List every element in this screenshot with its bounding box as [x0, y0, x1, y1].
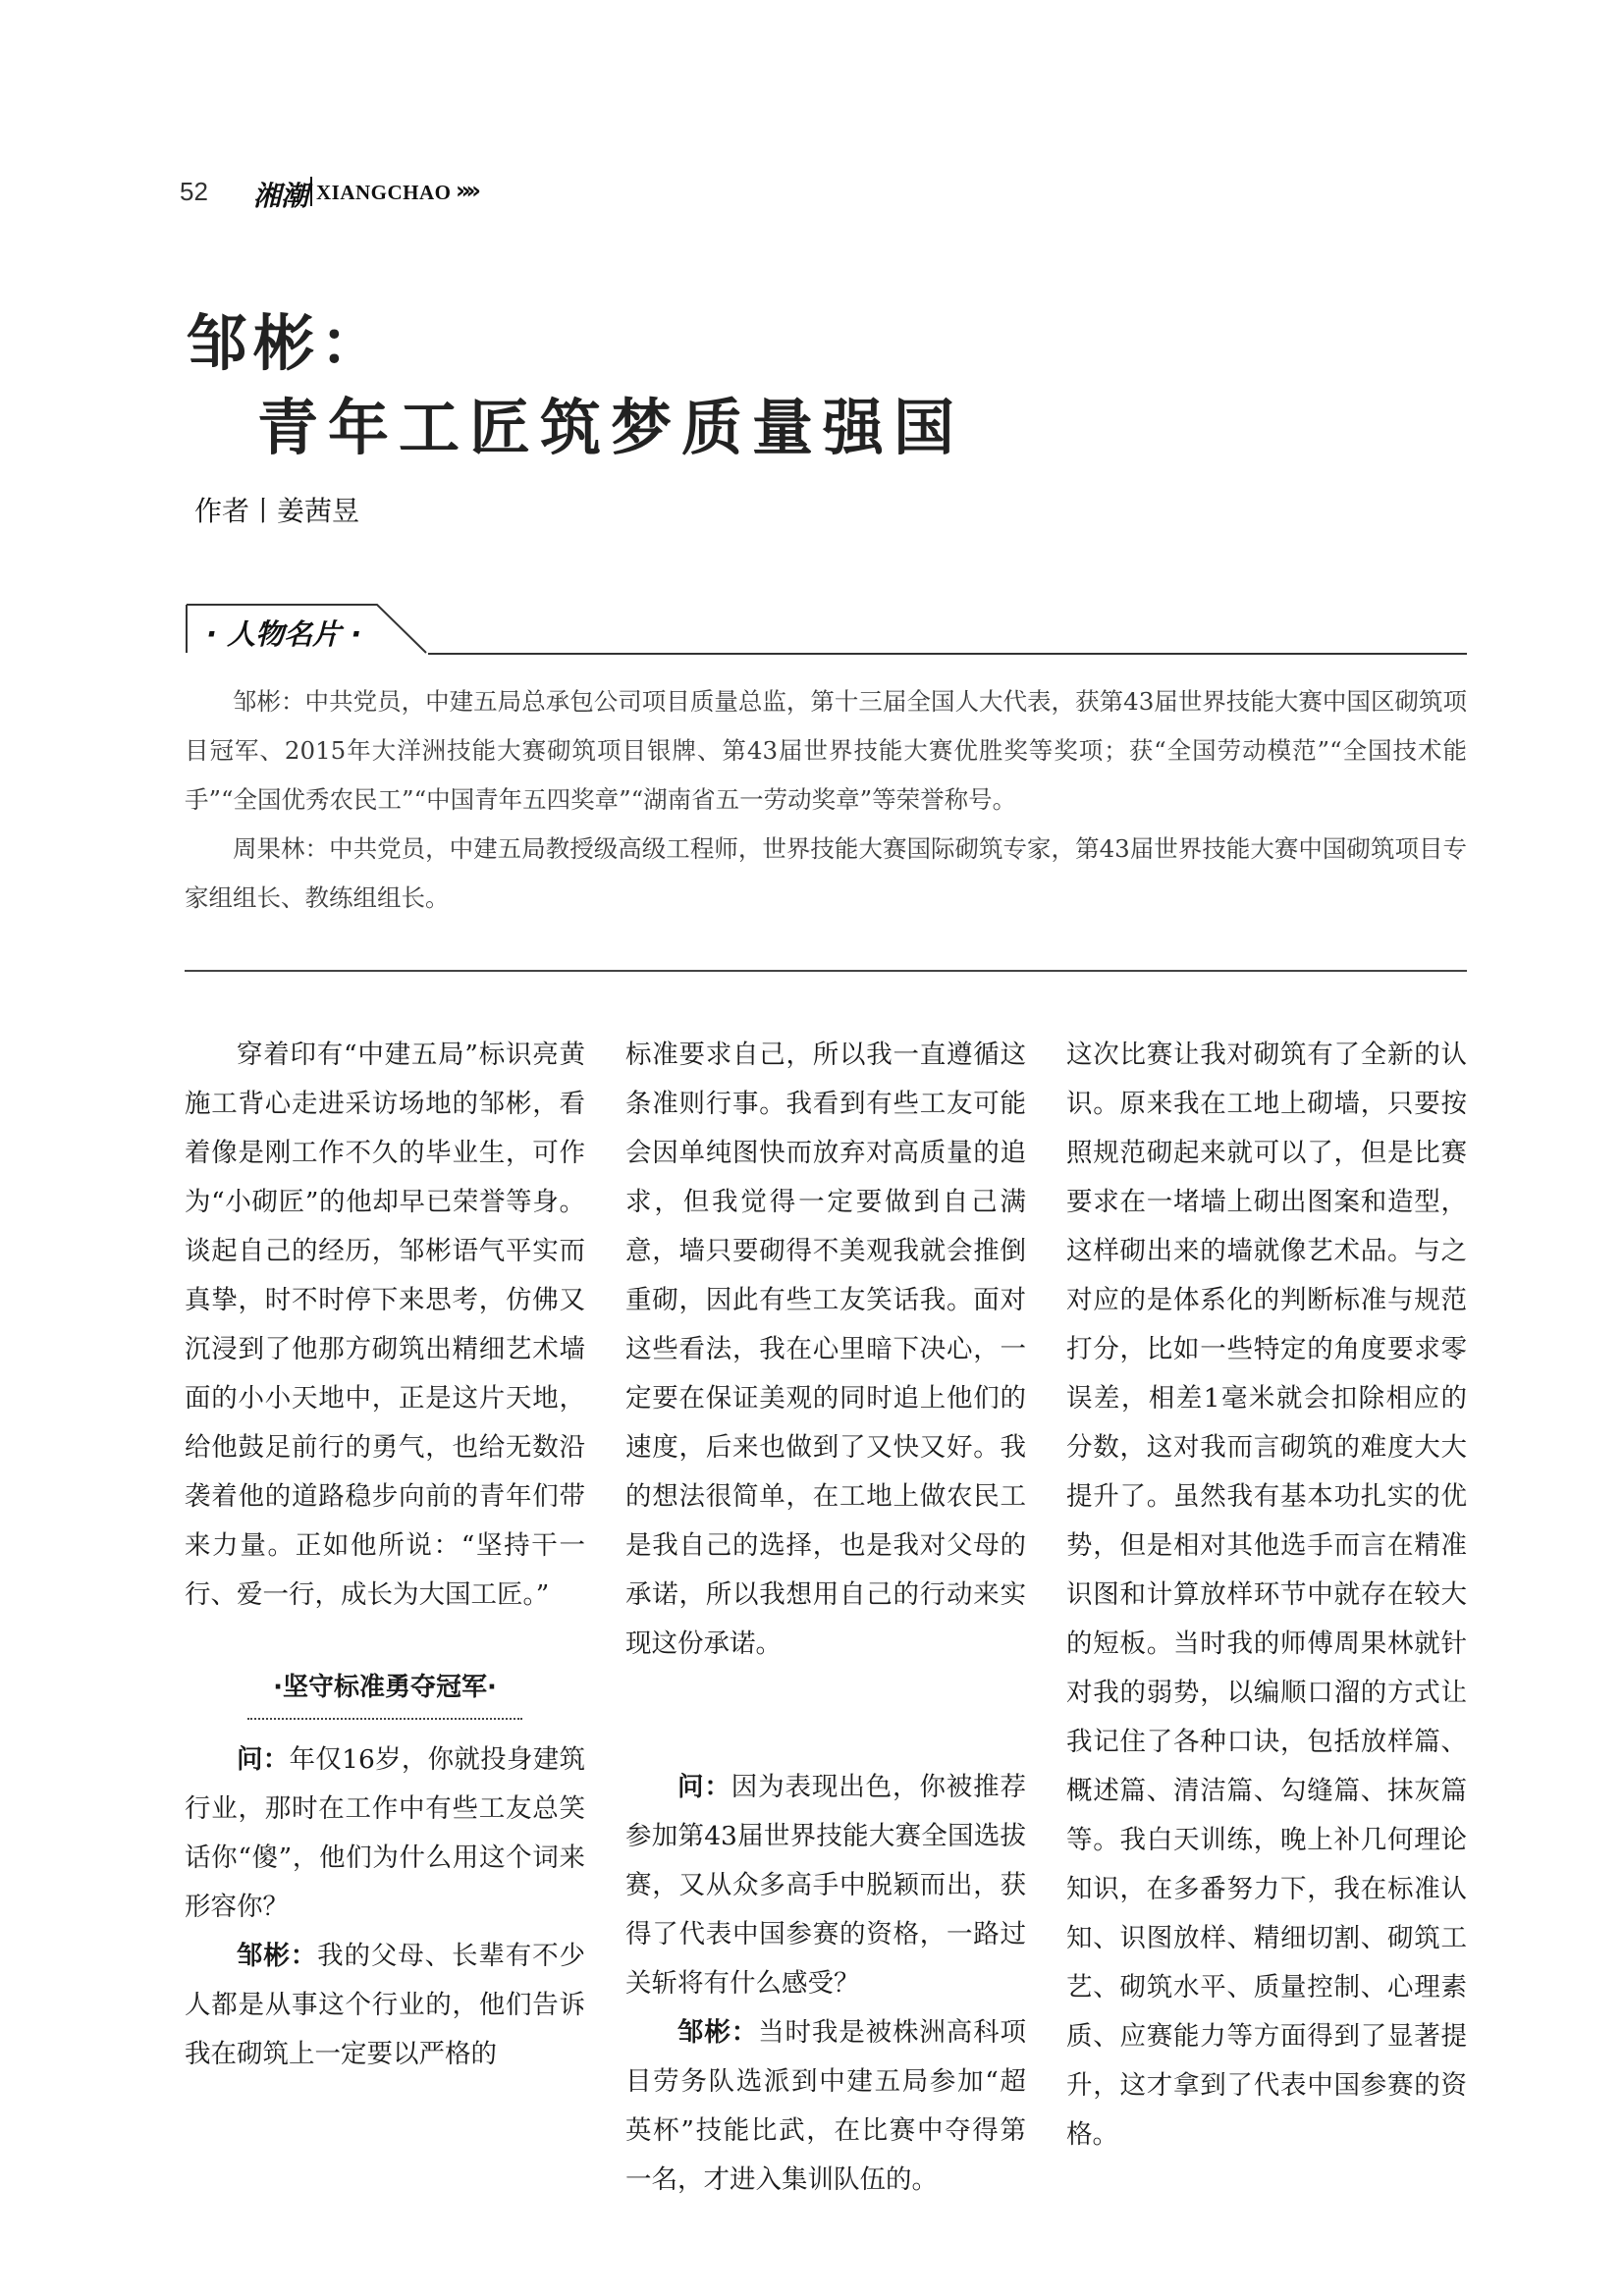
- profile-label: · 人物名片 ·: [206, 617, 362, 651]
- page-number: 52: [180, 177, 208, 206]
- intro-paragraph: 穿着印有“中建五局”标识亮黄施工背心走进采访场地的邹彬，看着像是刚工作不久的毕业生，可作为“小砌匠”的他却早已荣誉等身。谈起自己的经历，邹彬语气平实而真挚，时不时停下来思考，仿佛又沉浸到了他那方砌筑出精细艺术墙面的小小天地中，正是这片天地，给他鼓足前行的勇气，也给无数沿袭着他的道路稳步向前的青年们带来力量。正如他所说：“坚持干一行、爱一行，成长为大国工匠。”: [185, 1040, 585, 1610]
- answer-text: 我的父母、长辈有不少人都是从事这个行业的，他们告诉我在砌筑上一定要以严格的: [185, 1941, 585, 2069]
- answer-text: 当时我是被株洲高科项目劳务队选派到中建五局参加“超英杯”技能比武，在比赛中夺得第一名，才进入集训队伍的。: [625, 2017, 1026, 2195]
- profile-top-rule: [428, 653, 1467, 655]
- double-chevron-icon: »»: [456, 177, 477, 204]
- answer-paragraph: [185, 1932, 585, 2079]
- article-column-1: [185, 1031, 585, 2079]
- answer-lead: 邹彬：: [677, 2017, 759, 2048]
- profile-paragraph: 邹彬：中共党员，中建五局总承包公司项目质量总监，第十三届全国人大代表，获第43届世界技能大赛中国区砌筑项目冠军、2015年大洋洲技能大赛砌筑项目银牌、第43届世界技能大赛优胜奖等奖项；获“全国劳动模范”“全国技术能手”“全国优秀农民工”“中国青年五四奖章”“湖南省五一劳动奖章”等荣誉称号。: [185, 687, 1467, 814]
- answer-continuation: 标准要求自己，所以我一直遵循这条准则行事。我看到有些工友可能会因单纯图快而放弃对高质量的追求，但我觉得一定要做到自己满意，墙只要砌得不美观我就会推倒重砌，因此有些工友笑话我。面对这些看法，我在心里暗下决心，一定要在保证美观的同时追上他们的速度，后来也做到了又快又好。我的想法很简单，在工地上做农民工是我自己的选择，也是我对父母的承诺，所以我想用自己的行动来实现这份承诺。: [625, 1040, 1026, 1659]
- profile-body: [185, 677, 1467, 923]
- article-subtitle: 青年工匠筑梦质量强国: [257, 392, 965, 463]
- question-text: 年仅16岁，你就投身建筑行业，那时在工作中有些工友总笑话你“傻”，他们为什么用这个词来形容你？: [185, 1744, 585, 1922]
- profile-tab: [185, 603, 428, 654]
- section-title-rule: [247, 1718, 522, 1720]
- question-lead: 问：: [237, 1744, 290, 1775]
- author-byline: 作者丨姜茜昱: [194, 495, 360, 527]
- answer-lead: 邹彬：: [237, 1941, 318, 1971]
- column-gap: [625, 1669, 1026, 1763]
- question-text: 因为表现出色，你被推荐参加第43届世界技能大赛全国选拔赛，又从众多高手中脱颖而出，获得了代表中国参赛的资格，一路过关斩将有什么感受？: [625, 1772, 1026, 1999]
- article-column-3: [1066, 1031, 1467, 2160]
- magazine-logo: 湘潮: [253, 180, 309, 212]
- question-paragraph: [185, 1735, 585, 1932]
- profile-paragraph: 周果林：中共党员，中建五局教授级高级工程师，世界技能大赛国际砌筑专家，第43届世界技能大赛中国砌筑项目专家组组长、教练组组长。: [185, 834, 1467, 912]
- answer-continuation: 这次比赛让我对砌筑有了全新的认识。原来我在工地上砌墙，只要按照规范砌起来就可以了，但是比赛要求在一堵墙上砌出图案和造型，这样砌出来的墙就像艺术品。与之对应的是体系化的判断标准与规范打分，比如一些特定的角度要求零误差，相差1毫米就会扣除相应的分数，这对我而言砌筑的难度大大提升了。虽然我有基本功扎实的优势，但是相对其他选手而言在精准识图和计算放样环节中就存在较大的短板。当时我的师傅周果林就针对我的弱势，以编顺口溜的方式让我记住了各种口诀，包括放样篇、概述篇、清洁篇、勾缝篇、抹灰篇等。我白天训练，晚上补几何理论知识，在多番努力下，我在标准认知、识图放样、精细切割、砌筑工艺、砌筑水平、质量控制、心理素质、应赛能力等方面得到了显著提升，这才拿到了代表中国参赛的资格。: [1066, 1040, 1467, 2150]
- section-title: [185, 1663, 585, 1720]
- header-separator: [310, 177, 312, 206]
- answer-paragraph: [625, 2008, 1026, 2205]
- question-paragraph: [625, 1763, 1026, 2008]
- article-title: 邹彬：: [187, 307, 388, 379]
- article-column-2: [625, 1031, 1026, 2205]
- magazine-name: XIANGCHAO: [316, 181, 452, 204]
- section-title-text: ·坚守标准勇夺冠军·: [273, 1673, 497, 1702]
- profile-bottom-rule: [185, 970, 1467, 972]
- question-lead: 问：: [677, 1772, 731, 1802]
